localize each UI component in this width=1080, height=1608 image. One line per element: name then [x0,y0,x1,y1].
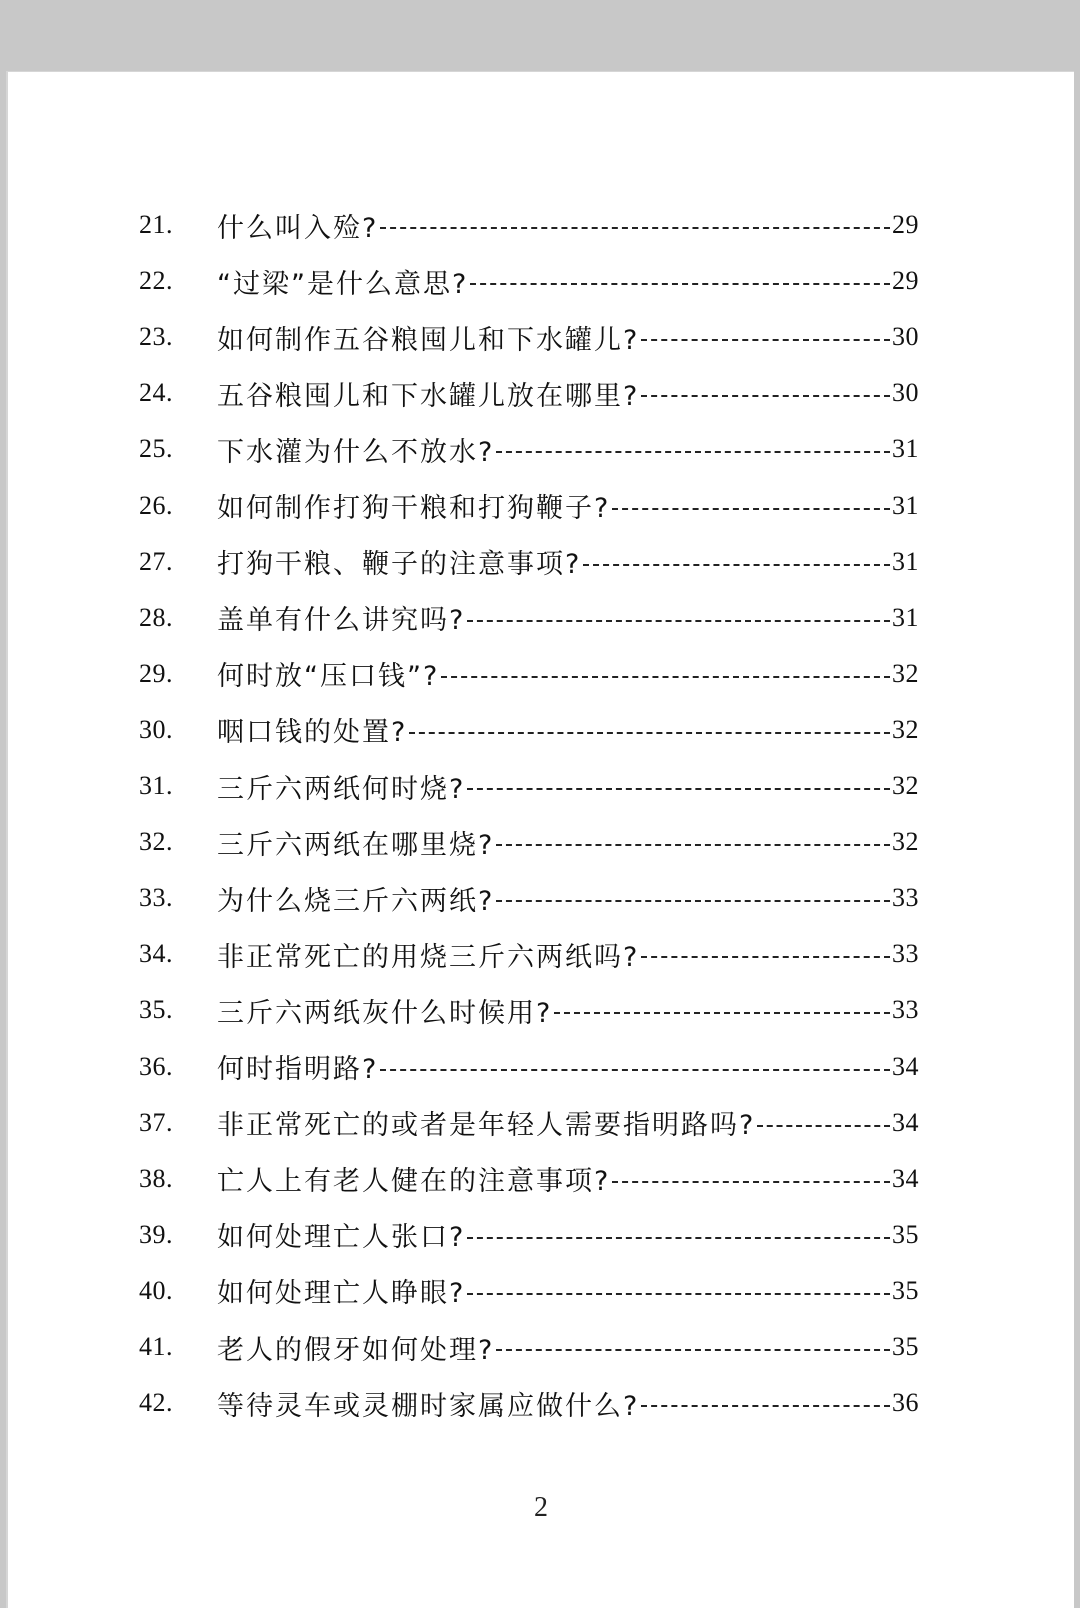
toc-entry-page: 35 [892,1275,919,1305]
document-page [6,71,1074,1608]
toc-entry-page: 31 [892,434,919,464]
toc-entry [139,261,919,301]
toc-entry [139,1215,919,1255]
toc-entry [139,373,919,413]
toc-entry-page: 33 [892,995,919,1025]
toc-entry-title: 何时指明路? [217,1054,379,1085]
toc-dot-leader [554,1012,890,1014]
toc-entry [139,766,919,806]
toc-entry-title: 五谷粮囤儿和下水罐儿放在哪里? [217,380,640,412]
toc-entry-number: 25. [139,434,173,464]
toc-entry-page: 32 [892,658,919,688]
toc-entry-title: 如何处理亡人睁眼? [217,1278,466,1310]
toc-dot-leader [757,1125,890,1127]
toc-entry [139,822,919,862]
toc-entry-title: 下水灌为什么不放水? [217,436,495,468]
toc-dot-leader [496,1349,890,1351]
toc-entry-number: 27. [139,546,173,576]
toc-entry-number: 40. [139,1275,173,1305]
toc-entry-number: 30. [139,714,173,744]
toc-entry-page: 33 [892,939,919,969]
toc-dot-leader [496,451,890,453]
toc-dot-leader [467,788,890,790]
toc-entry-number: 29. [139,658,173,688]
toc-dot-leader [612,1181,890,1183]
toc-dot-leader [467,1237,890,1239]
toc-entry-page: 32 [892,827,919,857]
toc-entry-title: 非正常死亡的或者是年轻人需要指明路吗? [217,1110,756,1142]
toc-entry-number: 23. [139,322,173,352]
toc-entry [139,486,919,526]
toc-entry-page: 34 [892,1051,919,1081]
toc-dot-leader [641,956,890,958]
toc-entry-number: 34. [139,939,173,969]
toc-entry-title: 如何处理亡人张口? [217,1222,466,1254]
toc-entry-number: 39. [139,1219,173,1249]
toc-entry-title: “过梁”是什么意思? [217,268,469,300]
toc-entry-number: 35. [139,995,173,1025]
toc-entry-page: 33 [892,883,919,913]
toc-dot-leader [641,1405,890,1407]
toc-dot-leader [467,620,890,622]
toc-entry [139,317,919,357]
toc-entry-title: 老人的假牙如何处理? [217,1334,495,1366]
toc-entry-number: 31. [139,771,173,800]
toc-dot-leader [380,1069,890,1071]
toc-entry-title: 咽口钱的处置? [217,717,408,749]
toc-dot-leader [467,1293,890,1295]
toc-entry-number: 36. [139,1051,173,1081]
toc-entry-title: 何时放“压口钱”? [217,661,440,693]
toc-entry-title: 什么叫入殓? [217,212,379,244]
toc-dot-leader [409,732,890,734]
toc-entry-title: 三斤六两纸灰什么时候用? [217,997,553,1029]
toc-entry-title: 三斤六两纸在哪里烧? [217,829,495,861]
toc-entry-page: 35 [892,1332,919,1361]
toc-entry [139,1383,919,1423]
toc-entry [139,205,919,245]
toc-dot-leader [583,564,890,566]
toc-entry-title: 亡人上有老人健在的注意事项? [217,1166,611,1198]
toc-entry-number: 24. [139,378,173,408]
toc-entry-page: 32 [892,714,919,744]
toc-dot-leader [380,227,890,229]
toc-dot-leader [612,508,890,510]
toc-entry-number: 33. [139,883,173,913]
toc-entry-title: 如何制作打狗干粮和打狗鞭子? [217,493,611,524]
toc-entry-page: 30 [892,378,919,408]
toc-entry-page: 31 [892,490,919,520]
toc-entry-title: 打狗干粮、鞭子的注意事项? [217,549,582,581]
toc-entry [139,542,919,582]
toc-dot-leader [470,283,890,285]
toc-entry-number: 26. [139,490,173,520]
toc-dot-leader [496,844,890,846]
toc-entry [139,1271,919,1311]
toc-entry-page: 31 [892,602,919,632]
toc-entry-number: 22. [139,266,173,296]
toc-entry [139,710,919,750]
toc-dot-leader [441,676,890,678]
toc-entry-number: 37. [139,1107,173,1137]
toc-entry-page: 34 [892,1163,919,1193]
toc-entry-title: 如何制作五谷粮囤儿和下水罐儿? [217,324,640,356]
toc-entry-page: 29 [892,266,919,296]
toc-entry [139,934,919,974]
toc-entry-title: 非正常死亡的用烧三斤六两纸吗? [217,941,640,973]
toc-entry-title: 为什么烧三斤六两纸? [217,885,495,917]
toc-entry-page: 29 [892,210,919,239]
toc-entry-number: 42. [139,1388,173,1418]
toc-entry-page: 35 [892,1219,919,1249]
toc-entry [139,1327,919,1367]
toc-entry [139,878,919,918]
toc-entry-page: 31 [892,546,919,576]
toc-entry [139,654,919,694]
toc-entry-number: 32. [139,827,173,857]
toc-entry-number: 21. [139,210,173,239]
toc-entry-number: 38. [139,1163,173,1193]
toc-entry-number: 28. [139,602,173,632]
toc-entry [139,1103,919,1143]
toc-entry-title: 等待灵车或灵棚时家属应做什么? [217,1390,640,1422]
toc-entry-page: 36 [892,1388,919,1418]
toc-dot-leader [641,395,890,397]
toc-entry-number: 41. [139,1332,173,1361]
toc-entry-page: 32 [892,771,919,800]
toc-entry-title: 盖单有什么讲究吗? [217,605,466,637]
toc-entry [139,598,919,638]
toc-dot-leader [641,339,890,341]
toc-entry [139,429,919,469]
toc-dot-leader [496,900,890,902]
toc-entry [139,990,919,1030]
toc-entry [139,1159,919,1199]
toc-entry [139,1047,919,1087]
toc-entry-title: 三斤六两纸何时烧? [217,773,466,805]
toc-entry-page: 34 [892,1107,919,1137]
page-number: 2 [534,1492,548,1523]
toc-entry-page: 30 [892,322,919,352]
